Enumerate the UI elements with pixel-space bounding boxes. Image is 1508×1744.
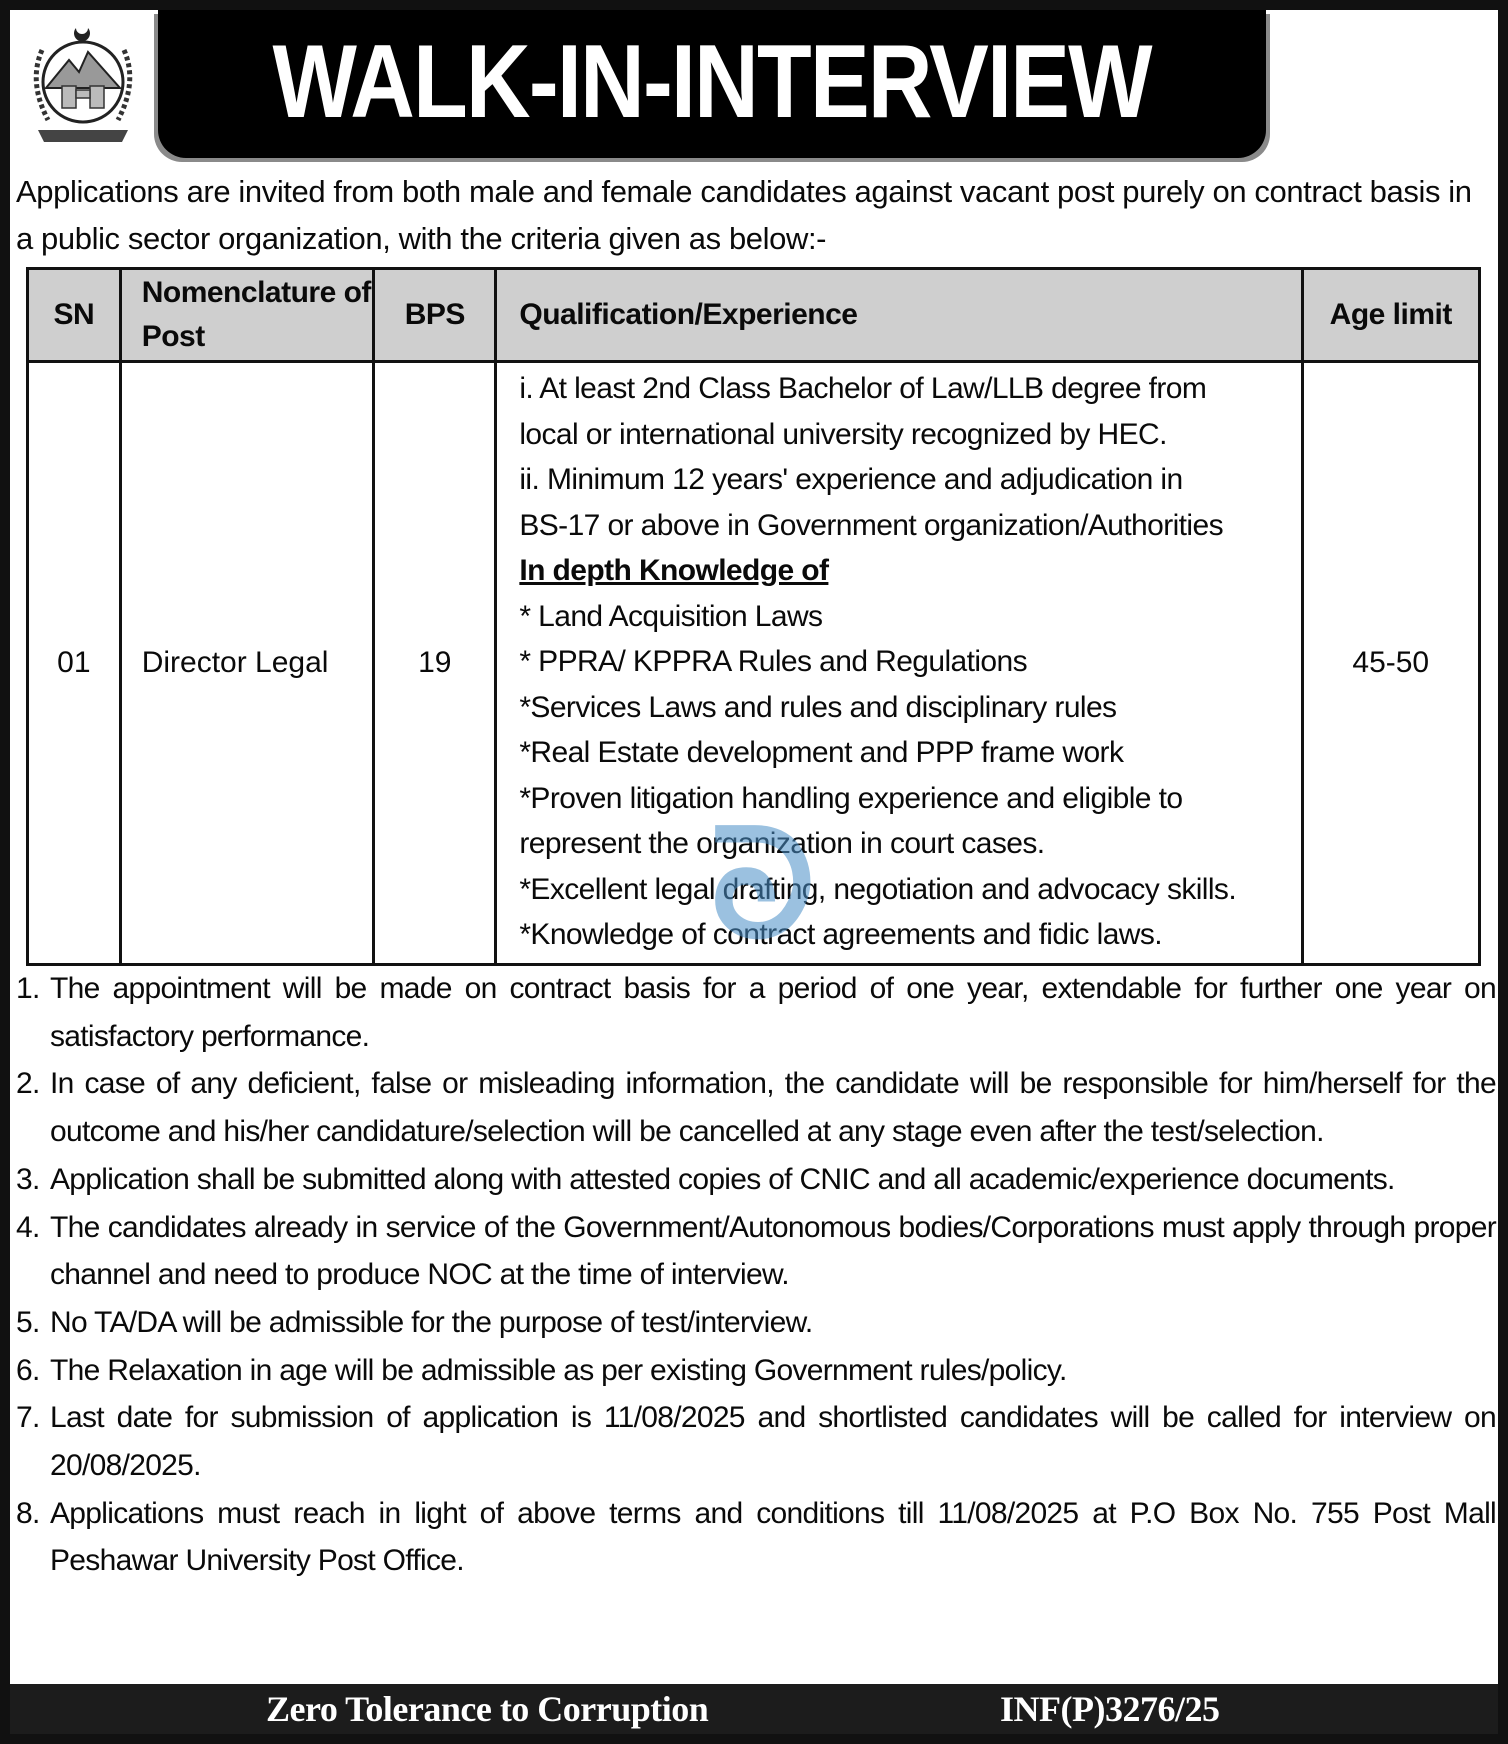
column-header-bps: BPS [374, 269, 496, 362]
government-emblem-icon [10, 10, 156, 158]
term-item [16, 965, 1496, 1060]
term-item [16, 1156, 1496, 1204]
page-title: WALK-IN-INTERVIEW [272, 24, 1152, 140]
term-number: 3. [16, 1162, 40, 1196]
knowledge-item: * Land Acquisition Laws [519, 599, 823, 633]
term-text: Last date for submission of application is 11/08/2025 and shortlisted candidates will be called for interview on 20/08/2025. [50, 1401, 1496, 1483]
term-number: 7. [16, 1401, 40, 1435]
title-banner [158, 10, 1266, 158]
knowledge-item: *Excellent legal drafting, negotiation and advocacy skills. [519, 872, 1237, 906]
cell-post: Director Legal [120, 362, 374, 965]
term-number: 5. [16, 1305, 40, 1339]
column-header-qualification: Qualification/Experience [496, 269, 1302, 362]
footer-bar [10, 1684, 1498, 1734]
knowledge-item: *Proven litigation handling experience and eligible to [519, 781, 1183, 815]
qualification-line: i. At least 2nd Class Bachelor of Law/LLB degree from [519, 372, 1207, 405]
term-text: Application shall be submitted along with attested copies of CNIC and all academic/experience documents. [50, 1162, 1395, 1196]
table-row [28, 362, 1480, 965]
cell-age-limit: 45-50 [1302, 362, 1479, 965]
qualification-line: BS-17 or above in Government organization/Authorities [519, 508, 1223, 542]
knowledge-item: *Real Estate development and PPP frame work [519, 736, 1124, 769]
watermark-logo-icon: ᘐ [710, 797, 816, 973]
qualification-line: ii. Minimum 12 years' experience and adjudication in [519, 463, 1183, 496]
term-text: Applications must reach in light of above terms and conditions till 11/08/2025 at P.O Box No. 755 Post Mall Peshawar University Post Office. [50, 1496, 1496, 1578]
knowledge-item: *Knowledge of contract agreements and fidic laws. [519, 918, 1163, 951]
term-number: 2. [16, 1067, 40, 1101]
footer-reference-number: INF(P)3276/25 [1000, 1689, 1220, 1729]
term-item [16, 1347, 1496, 1395]
qualification-line: local or international university recognized by HEC. [519, 417, 1167, 451]
term-text: The appointment will be made on contract basis for a period of one year, extendable for further one year on satisfactory performance. [50, 972, 1496, 1053]
term-number: 1. [16, 972, 40, 1005]
intro-paragraph: Applications are invited from both male and female candidates against vacant post purely on contract basis in a public sector organization, with the criteria given as below:- [16, 174, 1472, 256]
term-item [16, 1299, 1496, 1347]
column-header-age-limit: Age limit [1302, 269, 1479, 362]
vacancy-table [26, 267, 1481, 973]
term-number: 8. [16, 1496, 40, 1530]
term-number: 4. [16, 1210, 40, 1244]
column-header-sn: SN [28, 269, 121, 362]
term-number: 6. [16, 1353, 40, 1387]
knowledge-item: *Services Laws and rules and disciplinary rules [519, 690, 1117, 724]
footer-slogan: Zero Tolerance to Corruption [266, 1689, 709, 1729]
terms-list [16, 965, 1496, 1585]
knowledge-item: represent the organization in court cases. [519, 827, 1045, 860]
term-item [16, 1394, 1496, 1489]
advertisement-page [10, 10, 1498, 1734]
cell-bps: 19 [374, 362, 496, 965]
column-header-post: Nomenclature of Post [120, 269, 374, 362]
term-text: In case of any deficient, false or misleading information, the candidate will be responsible for him/herself for the outcome and his/her candidature/selection will be cancelled at any stage even after the test/selection. [50, 1067, 1496, 1149]
term-text: The candidates already in service of the Government/Autonomous bodies/Corporations must apply through proper channel and need to produce NOC at the time of interview. [50, 1210, 1496, 1292]
term-item [16, 1060, 1496, 1155]
term-text: No TA/DA will be admissible for the purpose of test/interview. [50, 1305, 813, 1339]
knowledge-item: * PPRA/ KPPRA Rules and Regulations [519, 645, 1027, 678]
cell-qualification [496, 362, 1302, 973]
term-item [16, 1490, 1496, 1585]
term-item [16, 1204, 1496, 1299]
knowledge-heading: In depth Knowledge of [519, 554, 829, 587]
term-text: The Relaxation in age will be admissible as per existing Government rules/policy. [50, 1353, 1067, 1387]
table-header-row [28, 269, 1480, 362]
cell-sn: 01 [28, 362, 121, 965]
